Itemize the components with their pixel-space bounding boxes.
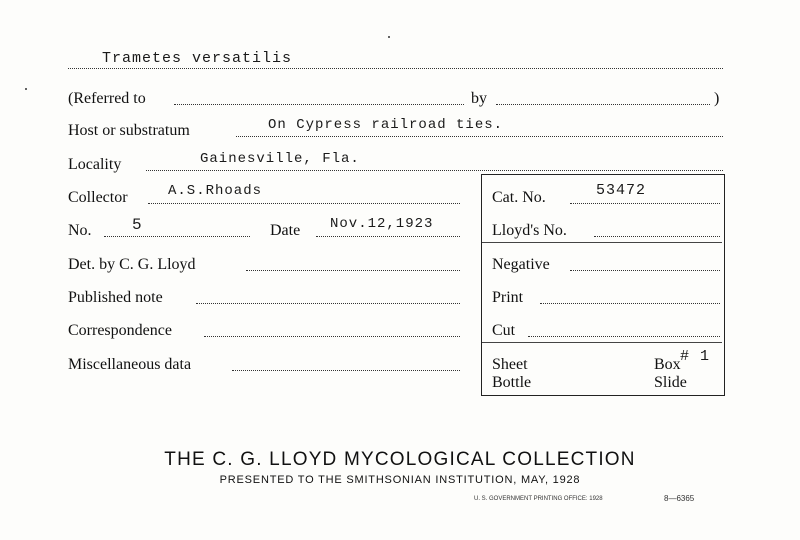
collector-label: Collector	[68, 189, 128, 206]
lloyds-no-line	[594, 236, 720, 237]
misc-label: Miscellaneous data	[68, 356, 192, 373]
collection-subtitle: PRESENTED TO THE SMITHSONIAN INSTITUTION, MAY, 1928	[219, 474, 581, 486]
cat-no-label: Cat. No.	[492, 189, 546, 206]
date-label: Date	[270, 222, 301, 239]
correspondence-label: Correspondence	[68, 322, 172, 339]
collection-title: THE C. G. LLOYD MYCOLOGICAL COLLECTION	[164, 449, 636, 470]
box-label: Box	[654, 356, 681, 373]
referred-to-label: (Referred to	[68, 90, 146, 107]
box-divider	[482, 242, 722, 243]
printing-office-note: U. S. GOVERNMENT PRINTING OFFICE: 1928	[474, 496, 603, 502]
published-note-line	[196, 303, 460, 304]
referred-to-line	[174, 104, 464, 105]
collector-line	[148, 203, 460, 204]
sheet-label: Sheet	[492, 356, 528, 373]
print-label: Print	[492, 289, 524, 306]
cut-line	[528, 336, 720, 337]
box-divider	[482, 342, 722, 343]
speck	[25, 88, 27, 90]
referred-by-label: by	[471, 90, 487, 107]
host-label: Host or substratum	[68, 122, 190, 139]
species-underline	[68, 68, 723, 69]
slide-label: Slide	[654, 374, 687, 391]
species-name: Trametes versatilis	[102, 50, 293, 67]
locality-line	[146, 170, 723, 171]
correspondence-line	[204, 336, 460, 337]
speck	[388, 36, 390, 38]
referred-by-line	[496, 104, 710, 105]
negative-label: Negative	[492, 256, 550, 273]
cut-label: Cut	[492, 322, 516, 339]
locality-label: Locality	[68, 156, 122, 173]
collector-value: A.S.Rhoads	[168, 183, 263, 199]
host-line	[236, 136, 723, 137]
referred-close-paren: )	[714, 90, 720, 107]
cat-no-value: 53472	[596, 182, 647, 199]
host-value: On Cypress railroad ties.	[268, 117, 504, 133]
published-note-label: Published note	[68, 289, 163, 306]
number-label: No.	[68, 222, 92, 239]
det-by-label: Det. by C. G. Lloyd	[68, 256, 196, 273]
number-value: 5	[132, 216, 143, 234]
lloyds-no-label: Lloyd's No.	[492, 222, 567, 239]
number-line	[104, 236, 250, 237]
date-value: Nov.12,1923	[330, 216, 434, 232]
locality-value: Gainesville, Fla.	[200, 151, 360, 167]
box-value: # 1	[680, 348, 711, 365]
det-by-line	[246, 270, 460, 271]
date-line	[316, 236, 460, 237]
negative-line	[570, 270, 720, 271]
print-line	[540, 303, 720, 304]
cat-no-line	[570, 203, 720, 204]
form-number: 8—6365	[664, 494, 695, 503]
bottle-label: Bottle	[492, 374, 532, 391]
misc-line	[232, 370, 460, 371]
